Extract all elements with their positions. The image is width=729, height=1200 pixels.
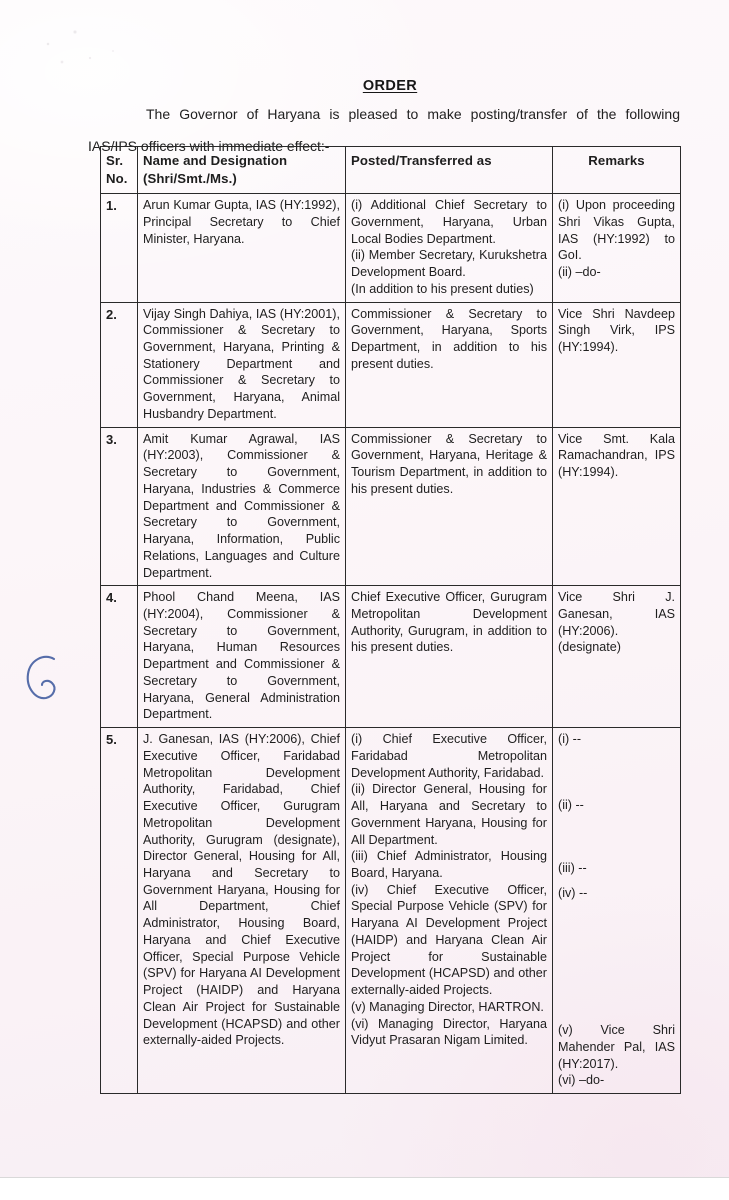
posted-item-i: (i) Chief Executive Officer, Faridabad Metropolitan Development Authority, Faridabad. — [351, 732, 547, 780]
row-posted-transferred: Commissioner & Secretary to Government, Haryana, Sports Department, in addition to his present duties. — [346, 302, 553, 427]
row-remarks — [553, 194, 681, 302]
row-posted-transferred: Commissioner & Secretary to Government, Haryana, Heritage & Tourism Department, in addition to his present duties. — [346, 427, 553, 586]
column-header-name-line1: Name and Designation — [143, 153, 288, 168]
document-header — [88, 78, 680, 156]
row-posted-transferred — [346, 194, 553, 302]
posting-transfer-table — [100, 146, 681, 1094]
remarks-spacer — [558, 748, 675, 797]
posted-item-ii: (ii) Director General, Housing for All, Haryana and Secretary to Government Haryana, Housing for All Department. — [351, 782, 547, 847]
table-row — [101, 586, 681, 728]
row-remarks — [553, 728, 681, 1094]
column-header-name-designation — [138, 147, 346, 194]
remarks-spacer — [558, 902, 675, 1022]
table-row — [101, 728, 681, 1094]
table-header-row — [101, 147, 681, 194]
scanner-bottom-edge — [0, 1177, 729, 1200]
row-sr-no: 2. — [101, 302, 138, 427]
page-title: ORDER — [362, 78, 418, 94]
row-sr-no: 1. — [101, 194, 138, 302]
table-row — [101, 302, 681, 427]
column-header-sr-no-line1: Sr. — [106, 153, 124, 168]
posted-item-i: (i) Additional Chief Secretary to Government, Haryana, Urban Local Bodies Department. — [351, 198, 547, 246]
column-header-remarks — [553, 147, 681, 194]
posted-item-ii: (ii) Member Secretary, Kurukshetra Development Board. — [351, 248, 547, 280]
posted-item-iv: (iv) Chief Executive Officer, Special Purpose Vehicle (SPV) for Haryana AI Development Project (HAIDP) and Haryana Clean Air Project for Sustainable Development (HCAPSD) and other externally-aided Projects. — [351, 882, 547, 998]
remarks-item-ii: (ii) -- — [558, 797, 584, 812]
row-remarks: Vice Shri Navdeep Singh Virk, IPS (HY:1994). — [553, 302, 681, 427]
table-row — [101, 194, 681, 302]
row-sr-no: 5. — [101, 728, 138, 1094]
column-header-sr-no-line2: No. — [106, 170, 128, 186]
table-row — [101, 427, 681, 586]
column-header-remarks-label: Remarks — [588, 153, 645, 168]
remarks-item-v: (v) Vice Shri Mahender Pal, IAS (HY:2017). — [558, 1023, 675, 1071]
column-header-name-line2: (Shri/Smt./Ms.) — [143, 170, 237, 186]
remarks-item-i: (i) Upon proceeding Shri Vikas Gupta, IAS (HY:1992) to GoI. — [558, 198, 675, 263]
column-header-posted-label: Posted/Transferred as — [351, 153, 492, 168]
remarks-designate-note: (designate) — [558, 640, 622, 655]
remarks-item-iii: (iii) -- — [558, 860, 587, 875]
remarks-spacer — [558, 876, 675, 885]
row-remarks: Vice Smt. Kala Ramachandran, IPS (HY:1994). — [553, 427, 681, 586]
remarks-item-ii: (ii) –do- — [558, 265, 601, 280]
posted-item-iii: (iii) Chief Administrator, Housing Board, Haryana. — [351, 849, 547, 880]
remarks-vice-officer: Vice Shri J. Ganesan, IAS (HY:2006). — [558, 590, 675, 638]
row-name-designation: J. Ganesan, IAS (HY:2006), Chief Executive Officer, Faridabad Metropolitan Development Authority, Faridabad, Chief Executive Officer, Gurugram Metropolitan Development Authority, Gurugram (designate), Director General, Housing for All, Haryana and Secretary to Government Haryana, Housing for All Department, Chief Administrator, Housing Board, Haryana and Chief Executive Officer, Special Purpose Vehicle (SPV) for Haryana AI Development Project (HAIDP) and Haryana Clean Air Project for Sustainable Development (HCAPSD) and other externally-aided Projects. — [138, 728, 346, 1094]
row-name-designation: Arun Kumar Gupta, IAS (HY:1992), Principal Secretary to Chief Minister, Haryana. — [138, 194, 346, 302]
posted-note: (In addition to his present duties) — [351, 281, 534, 296]
row-name-designation: Phool Chand Meena, IAS (HY:2004), Commissioner & Secretary to Government, Haryana, Human Resources Department and Commissioner & Secretary to Government, Haryana, General Administration Department. — [138, 586, 346, 728]
intro-paragraph-line-1: The Governor of Haryana is pleased to make posting/transfer of the following — [146, 106, 680, 122]
row-posted-transferred — [346, 728, 553, 1094]
handwritten-initial-mark — [22, 650, 70, 708]
posted-item-vi: (vi) Managing Director, Haryana Vidyut Prasaran Nigam Limited. — [351, 1016, 547, 1048]
intro-paragraph-line-2: IAS/IPS officers with immediate effect:- — [88, 137, 330, 154]
row-sr-no: 3. — [101, 427, 138, 586]
remarks-item-i: (i) -- — [558, 732, 582, 747]
remarks-item-iv: (iv) -- — [558, 886, 588, 901]
row-sr-no: 4. — [101, 586, 138, 728]
posted-item-v: (v) Managing Director, HARTRON. — [351, 999, 544, 1014]
row-name-designation: Amit Kumar Agrawal, IAS (HY:2003), Commissioner & Secretary to Government, Haryana, Industries & Commerce Department and Commissioner & Secretary to Government, Haryana, Information, Public Relations, Languages and Culture Department. — [138, 427, 346, 586]
remarks-item-vi: (vi) –do- — [558, 1073, 605, 1088]
row-posted-transferred: Chief Executive Officer, Gurugram Metropolitan Development Authority, Gurugram, in addition to his present duties. — [346, 586, 553, 728]
column-header-posted-transferred — [346, 147, 553, 194]
row-name-designation: Vijay Singh Dahiya, IAS (HY:2001), Commissioner & Secretary to Government, Haryana, Printing & Stationery Department and Commissioner & Secretary to Government, Haryana, Animal Husbandry Department. — [138, 302, 346, 427]
column-header-sr-no — [101, 147, 138, 194]
row-remarks — [553, 586, 681, 728]
remarks-spacer — [558, 814, 675, 860]
